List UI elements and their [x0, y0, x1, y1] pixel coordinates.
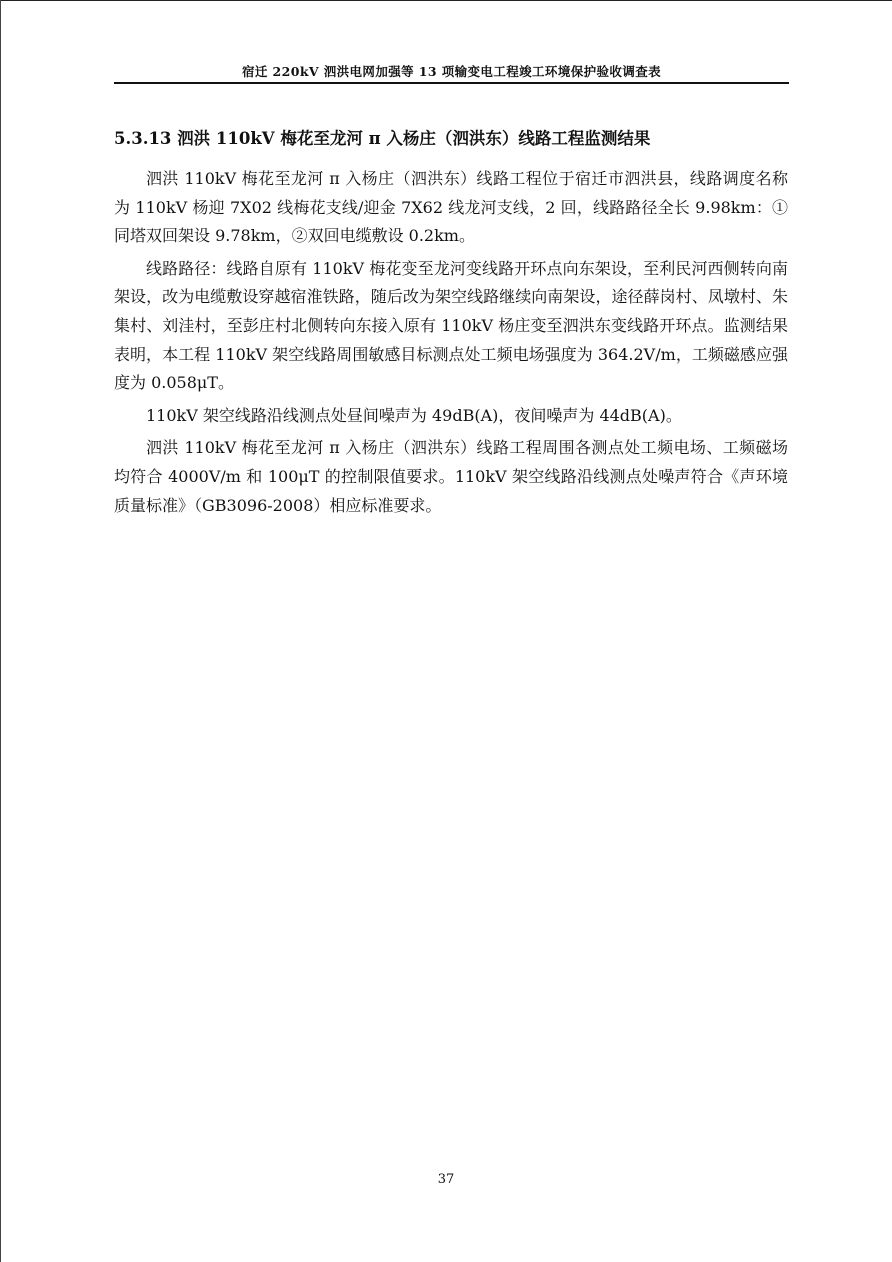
paragraph-route: 线路路径：线路自原有 110kV 梅花变至龙河变线路开环点向东架设，至利民河西侧转向南架设，改为电缆敷设穿越宿淮铁路，随后改为架空线路继续向南架设，途径薛岗村、凤墩村、朱集村、刘洼村，至彭庄村北侧转向东接入原有 110kV 杨庄变至泗洪东变线路开环点。监测结果表明，本工程 110kV 架空线路周围敏感目标测点处工频电场强度为 364.2V/m，工频磁感应强度为 0.058μT。	[114, 258, 788, 393]
page-border-top	[0, 0, 892, 1]
header-rule	[114, 82, 789, 84]
paragraph-overview: 泗洪 110kV 梅花至龙河 π 入杨庄（泗洪东）线路工程位于宿迁市泗洪县，线路调度名称为 110kV 杨迎 7X02 线梅花支线/迎金 7X62 线龙河支线，2 回，线路路径全长 9.98km：①同塔双回架设 9.78km，②双回电缆敷设 0.2km。	[114, 169, 788, 246]
page-number: 37	[437, 1172, 455, 1187]
page-border-left	[0, 0, 1, 1262]
running-header: 宿迁 220kV 泗洪电网加强等 13 项输变电工程竣工环境保护验收调查表	[241, 64, 662, 79]
section-title: 5.3.13 泗洪 110kV 梅花至龙河 π 入杨庄（泗洪东）线路工程监测结果	[114, 129, 651, 148]
paragraph-conclusion: 泗洪 110kV 梅花至龙河 π 入杨庄（泗洪东）线路工程周围各测点处工频电场、工频磁场均符合 4000V/m 和 100μT 的控制限值要求。110kV 架空线路沿线测点处噪声符合《声环境质量标准》（GB3096-2008）相应标准要求。	[114, 438, 788, 515]
body-text	[114, 165, 788, 524]
paragraph-noise: 110kV 架空线路沿线测点处昼间噪声为 49dB(A)，夜间噪声为 44dB(A)。	[146, 405, 682, 425]
